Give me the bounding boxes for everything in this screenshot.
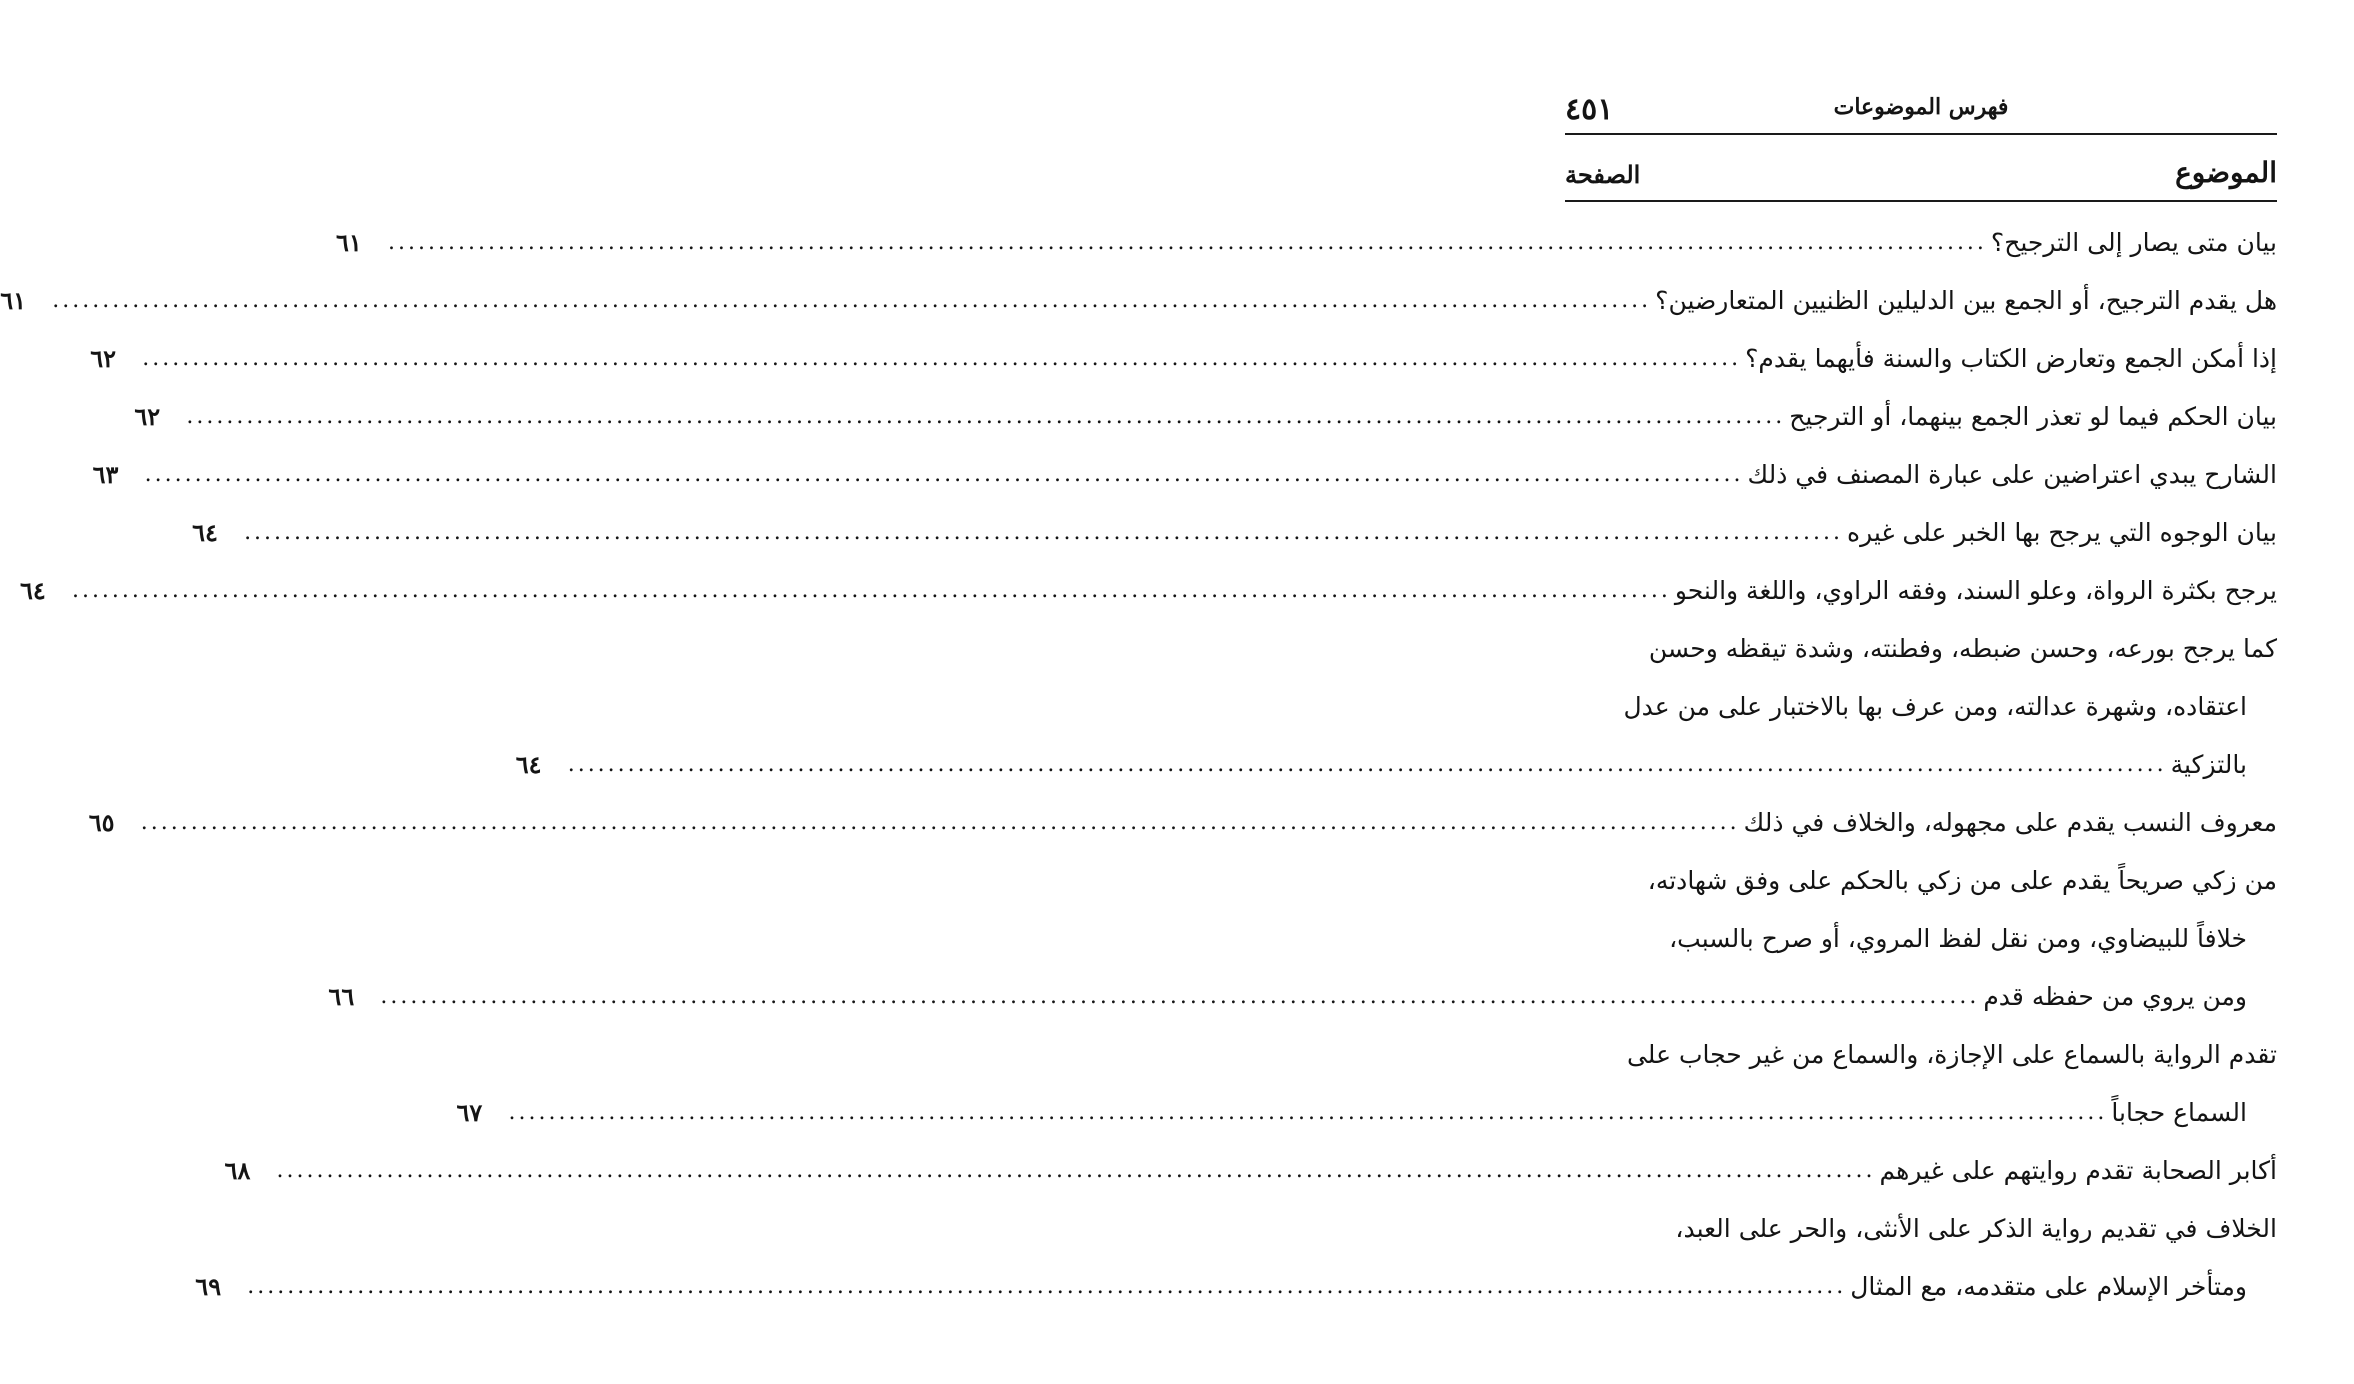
column-headings (1565, 156, 2277, 196)
toc-entry (456, 1026, 2277, 1142)
dot-leader: ................................................................................................................................................................ (52, 288, 1652, 313)
toc-entry-text: كما يرجح بورعه، وحسن ضبطه، وفطنته، وشدة تيقظه وحسن (1648, 634, 2277, 663)
toc-entry-page-number: ٦١ (0, 286, 27, 315)
toc-entry-text: إذا أمكن الجمع وتعارض الكتاب والسنة فأيهما يقدم؟ (1745, 344, 2277, 373)
toc-entry-line (328, 968, 2277, 1026)
toc-entry (195, 1200, 2277, 1316)
dot-leader: ................................................................................................................................................................ (247, 1274, 1847, 1299)
toc-entry-text: خلافاً للبيضاوي، ومن نقل لفظ المروي، أو صرح بالسبب، (1669, 924, 2247, 953)
toc-entry-text: السماع حجاباً (2111, 1098, 2247, 1127)
toc-entry-page-number: ٦٢ (90, 344, 117, 373)
toc-entry-text: يرجح بكثرة الرواة، وعلو السند، وفقه الراوي، واللغة والنحو (1674, 576, 2277, 605)
toc-entries (0, 214, 2277, 1316)
toc-entry (328, 852, 2277, 1026)
page-number: ٤٥١ (1565, 92, 1614, 127)
dot-leader: ................................................................................................................................................................ (508, 1100, 2108, 1125)
toc-entry-page-number: ٦٢ (134, 402, 161, 431)
toc-entry-text: الشارح يبدي اعتراضين على عبارة المصنف في ذلك (1747, 460, 2277, 489)
toc-entry-line (1565, 1026, 2277, 1084)
toc-entry-line (1565, 678, 2277, 736)
toc-entry (19, 562, 2277, 620)
toc-entry-page-number: ٦٤ (19, 576, 46, 605)
toc-entry (336, 214, 2277, 272)
toc-entry-line (224, 1142, 2277, 1200)
toc-entry-text: بيان الحكم فيما لو تعذر الجمع بينهما، أو الترجيح (1789, 402, 2277, 431)
toc-entry-page-number: ٦٤ (515, 750, 542, 779)
toc-entry (92, 446, 2277, 504)
toc-entry-line (19, 562, 2277, 620)
dot-leader: ................................................................................................................................................................ (244, 520, 1843, 545)
dot-leader: ................................................................................................................................................................ (144, 462, 1744, 487)
toc-entry-line (88, 794, 2277, 852)
toc-entry-page-number: ٦٦ (328, 982, 355, 1011)
toc-entry (224, 1142, 2277, 1200)
toc-entry-text: معروف النسب يقدم على مجهوله، والخلاف في ذلك (1743, 808, 2277, 837)
toc-entry-line (1565, 620, 2277, 678)
toc-entry-page-number: ٦٣ (92, 460, 119, 489)
toc-entry-text: بيان الوجوه التي يرجح بها الخبر على غيره (1846, 518, 2277, 547)
toc-entry-page-number: ٦٥ (88, 808, 115, 837)
dot-leader: ................................................................................................................................................................ (142, 346, 1742, 371)
toc-entry-text: ومتأخر الإسلام على متقدمه، مع المثال (1850, 1272, 2247, 1301)
toc-entry (90, 330, 2277, 388)
running-head (1565, 92, 2277, 126)
dot-leader: ................................................................................................................................................................ (388, 230, 1987, 255)
toc-entry-text: اعتقاده، وشهرة عدالته، ومن عرف بها بالاختبار على من عدل (1623, 692, 2247, 721)
toc-entry-line (1565, 910, 2277, 968)
subject-column-heading: الموضوع (2175, 156, 2277, 189)
running-title: فهرس الموضوعات (1833, 94, 2009, 120)
dot-leader: ................................................................................................................................................................ (186, 404, 1786, 429)
toc-entry-line (192, 504, 2277, 562)
dot-leader: ................................................................................................................................................................ (567, 752, 2167, 777)
toc-entry-text: بالتزكية (2170, 750, 2247, 779)
toc-entry-text: بيان متى يصار إلى الترجيح؟ (1990, 228, 2277, 257)
dot-leader: ................................................................................................................................................................ (380, 984, 1980, 1009)
toc-entry-line (1565, 1200, 2277, 1258)
toc-entry-text: الخلاف في تقديم رواية الذكر على الأنثى، والحر على العبد، (1675, 1214, 2277, 1243)
toc-entry-line (1565, 852, 2277, 910)
toc-entry-line (456, 1084, 2277, 1142)
toc-entry-page-number: ٦٩ (195, 1272, 222, 1301)
toc-entry-page-number: ٦٧ (456, 1098, 483, 1127)
toc-entry (0, 272, 2277, 330)
toc-entry (515, 620, 2277, 794)
toc-entry-line (0, 272, 2277, 330)
toc-entry-line (134, 388, 2277, 446)
toc-entry-page-number: ٦٨ (224, 1156, 251, 1185)
toc-entry (88, 794, 2277, 852)
toc-entry-page-number: ٦١ (336, 228, 362, 257)
toc-entry-text: من زكي صريحاً يقدم على من زكي بالحكم على وفق شهادته، (1647, 866, 2277, 895)
header-rule (1565, 133, 2277, 135)
toc-entry (134, 388, 2277, 446)
toc-entry-page-number: ٦٤ (192, 518, 218, 547)
toc-entry-line (90, 330, 2277, 388)
dot-leader: ................................................................................................................................................................ (71, 578, 1671, 603)
toc-entry-line (515, 736, 2277, 794)
dot-leader: ................................................................................................................................................................ (276, 1158, 1876, 1183)
toc-entry-line (336, 214, 2277, 272)
toc-entry-text: تقدم الرواية بالسماع على الإجازة، والسماع من غير حجاب على (1626, 1040, 2277, 1069)
toc-entry (192, 504, 2277, 562)
toc-entry-line (195, 1258, 2277, 1316)
toc-entry-line (92, 446, 2277, 504)
toc-entry-text: ومن يروي من حفظه قدم (1983, 982, 2247, 1011)
toc-entry-text: هل يقدم الترجيح، أو الجمع بين الدليلين الظنيين المتعارضين؟ (1655, 286, 2277, 315)
toc-entry-text: أكابر الصحابة تقدم روايتهم على غيرهم (1879, 1156, 2277, 1185)
column-heading-rule (1565, 200, 2277, 202)
page-column-heading: الصفحة (1565, 160, 1641, 189)
dot-leader: ................................................................................................................................................................ (140, 810, 1740, 835)
